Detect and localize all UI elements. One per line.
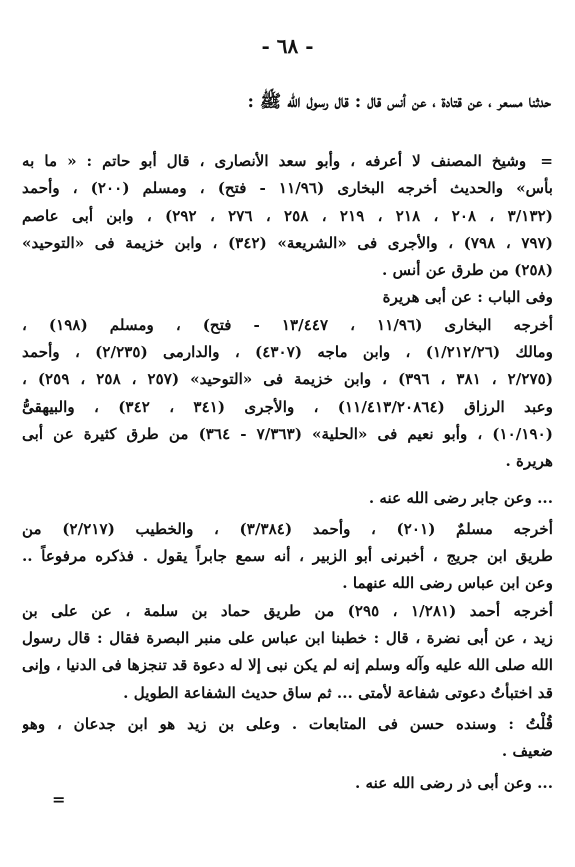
footnote-line: (٧٩٧ ، ٧٩٨) ، والأجرى فى «الشريعة» (٣٤٢) ، وابن خزيمة فى «التوحيد» [22, 233, 553, 252]
footnote-line: أخرجه البخارى (١١/٩٦ ، ١٣/٤٤٧ - فتح) ، ومسلم (١٩٨) ، [22, 315, 553, 334]
footnote-line: بأس» والحديث أخرجه البخارى (١١/٩٦ - فتح) ، ومسلم (٢٠٠) ، وأحمد [22, 179, 553, 198]
footnotes-block [22, 148, 553, 797]
footnote-line-text: وشيخ المصنف لا أعرفه ، وأبو سعد الأنصارى ، قال أبو حاتم : « ما به [22, 152, 527, 170]
page-number: - ٦٨ - [261, 34, 314, 58]
footnote-line: أخرجه مسلمٌ (٢٠١) ، وأحمد (٣/٣٨٤) ، والخطيب (٢/٢١٧) من [22, 519, 553, 538]
footnote-line: (٣/١٣٢ ، ٢٠٨ ، ٢١٨ ، ٢١٩ ، ٢٥٨ ، ٢٧٦ ، ٢٩٢) ، وابن أبى عاصم [22, 206, 553, 225]
section-heading: ... وعن أبى ذر رضى الله عنه . [354, 773, 553, 792]
section-heading: ... وعن جابر رضى الله عنه . [368, 488, 553, 507]
footnote-line: وعبد الرزاق (١١/٤١٣/٢٠٨٦٤) ، والأجرى (٣٤١ ، ٣٤٢) ، والبيهقىُّ [22, 397, 553, 416]
footnote-line [22, 148, 553, 175]
footnote-separator [0, 131, 575, 132]
footnote-line: ومالك (١/٢١٢/٢٦) ، وابن ماجه (٤٣٠٧) ، والدارمى (٢/٢٣٥) ، وأحمد [22, 343, 553, 362]
footnote-line: قُلْتُ : وسنده حسن فى المتابعات . وعلى بن زيد هو ابن جدعان ، وهو [22, 714, 553, 733]
footnote-line: (٢٥٨) من طرق عن أنس . [382, 261, 553, 280]
section-heading: وفى الباب : عن أبى هريرة [382, 288, 553, 307]
section-heading: وعن ابن عباس رضى الله عنهما . [342, 574, 553, 593]
continuation-mark: = [540, 152, 553, 170]
footnote-line: أخرجه أحمد (١/٢٨١ ، ٢٩٥) من طريق حماد بن سلمة ، عن على بن [22, 601, 553, 620]
footnote-line: قد اختبأتُ دعوتى شفاعة لأمتى ... ثم ساق حديث الشفاعة الطويل . [123, 683, 553, 702]
footnote-line: الله صلى الله عليه وآله وسلم إنه لم يكن نبى إلا له دعوة قد تنجزها فى الدنيا ، وإنى [22, 656, 553, 675]
hadith-chain-header: حدثنا مسعر ، عن قتادة ، عن أنس قال : قال رسول الله ﷺ : [247, 92, 551, 112]
footnote-line: طريق ابن جريج ، أخبرنى أبو الزبير ، أنه سمع جابراً يقول . فذكره مرفوعاً .. [22, 547, 553, 566]
footnote-line: زيد ، عن أبى نضرة ، قال : خطبنا ابن عباس على منبر البصرة فقال : قال رسول [22, 629, 553, 648]
continuation-mark-end: = [52, 790, 66, 809]
footnote-line: هريرة . [505, 452, 553, 471]
footnote-line: (١٠/١٩٠) ، وأبو نعيم فى «الحلية» (٧/٣٦٣ - ٣٦٤) من طرق كثيرة عن أبى [22, 424, 553, 443]
footnote-line: ضعيف . [501, 742, 553, 761]
footnote-line: (٢/٢٧٥ ، ٣٨١ ، ٣٩٦) ، وابن خزيمة فى «التوحيد» (٢٥٧ ، ٢٥٨ ، ٢٥٩) ، [22, 370, 553, 389]
